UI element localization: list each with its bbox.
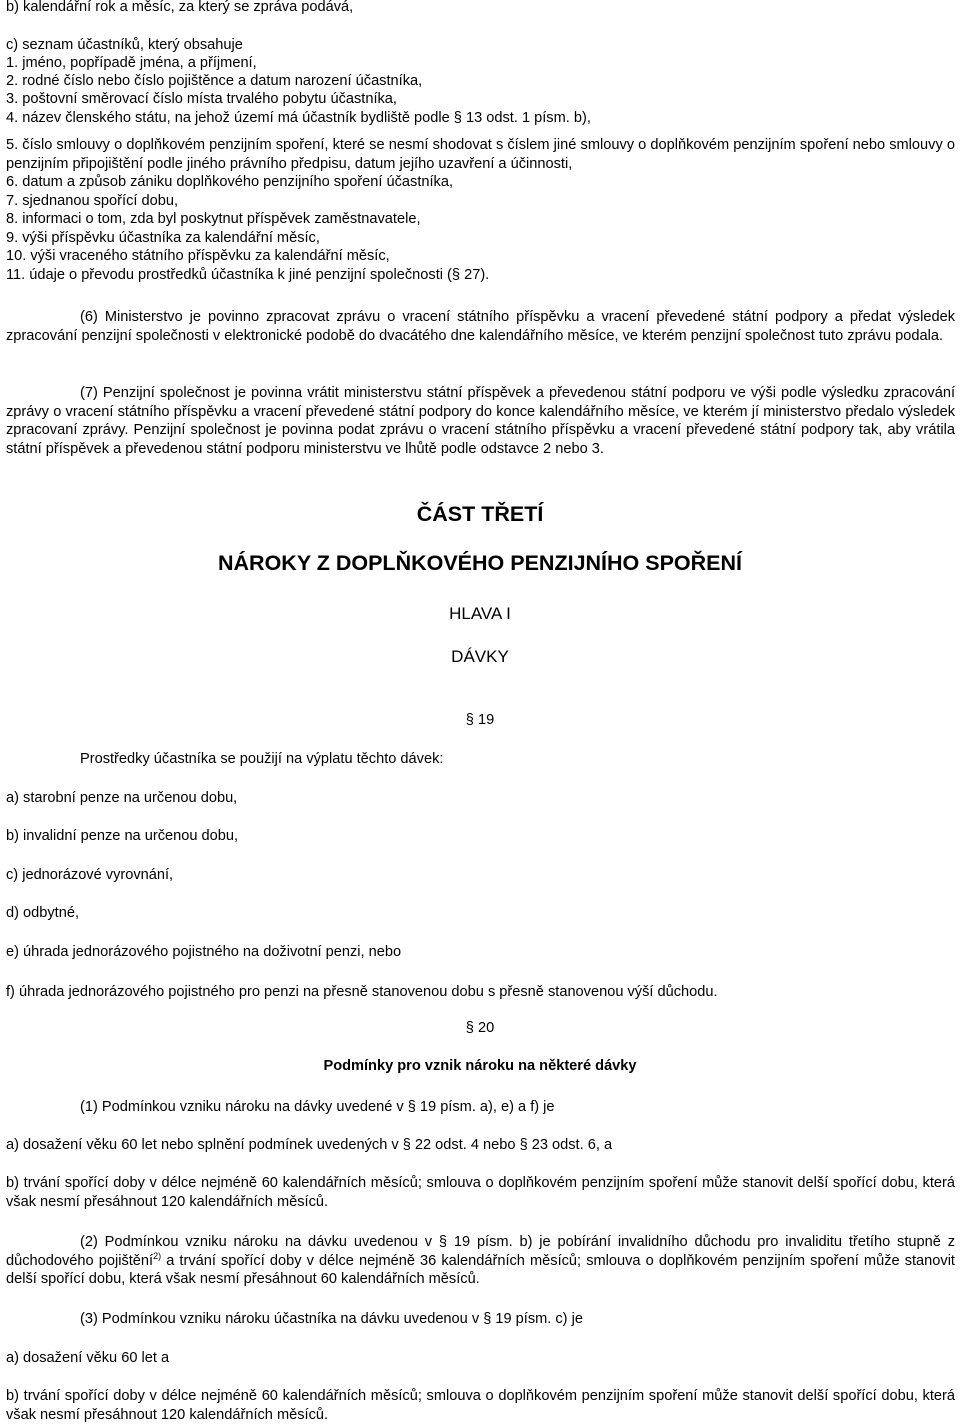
- section-20-paragraph-1: (1) Podmínkou vzniku nároku na dávky uvedené v § 19 písm. a), e) a f) je: [80, 1099, 555, 1115]
- sub-item-8: 8. informaci o tom, zda byl poskytnut příspěvek zaměstnavatele,: [6, 211, 421, 227]
- part-title: NÁROKY Z DOPLŇKOVÉHO PENZIJNÍHO SPOŘENÍ: [217, 551, 743, 575]
- sub-item-10: 10. výši vraceného státního příspěvku za kalendářní měsíc,: [6, 248, 390, 264]
- footnote-ref-2: 2): [153, 1250, 162, 1261]
- paragraph-6: (6) Ministerstvo je povinno zpracovat zprávu o vracení státního příspěvku a vracení převedené státní podpory a předat výsledek zpracování penzijní společnosti v elektronické podobě do dvacátého dne kalendářního měsíce, ve kterém penzijní společnost tuto zprávu podala.: [6, 309, 955, 344]
- chapter-heading: HLAVA I: [449, 604, 511, 623]
- sub-item-11: 11. údaje o převodu prostředků účastníka k jiné penzijní společnosti (§ 27).: [6, 267, 490, 283]
- sub-item-9: 9. výši příspěvku účastníka za kalendářní měsíc,: [6, 230, 320, 246]
- paragraph-3-item-a: a) dosažení věku 60 let a: [6, 1350, 170, 1366]
- part-heading: ČÁST TŘETÍ: [416, 502, 544, 526]
- benefit-item-e: e) úhrada jednorázového pojistného na doživotní penzi, nebo: [6, 944, 402, 960]
- sub-item-5: 5. číslo smlouvy o doplňkovém penzijním spoření, které se nesmí shodovat s číslem jiné smlouvy o doplňkovém penzijním spoření nebo smlouvy o penzijním připojištění podle jiného právního předpisu, datum jejího uzavření a účinnosti,: [6, 137, 955, 172]
- paragraph-1-item-b: b) trvání spořící doby v délce nejméně 60 kalendářních měsíců; smlouva o doplňkovém penzijním spoření může stanovit delší spořící dobu, která však nesmí přesáhnout 120 kalendářních měsíců.: [6, 1175, 955, 1210]
- sub-item-7: 7. sjednanou spořící dobu,: [6, 193, 179, 209]
- paragraph-7: (7) Penzijní společnost je povinna vrátit ministerstvu státní příspěvek a převedenou státní podporu ve výši podle výsledku zpracování zprávy o vracení státního příspěvku a vracení převedené státní podpory do konce kalendářního měsíce, ve kterém jí ministerstvo předalo výsledek zpracovaní zprávy. Penzijní společnost je povinna podat zprávu o vracení státního příspěvku a vracení převedené státní podpory tak, aby vrátila státní příspěvek a převedenou státní podporu ministerstvu ve lhůtě podle odstavce 2 nebo 3.: [6, 385, 955, 457]
- section-20-title: Podmínky pro vznik nároku na některé dávky: [323, 1058, 637, 1074]
- paragraph-2-text-start: (2) Podmínkou vzniku nároku na dávku uvedenou v § 19 písm. b) je pobírání invalidního důchodu pro invaliditu třetího stupně z důchodového pojištění: [6, 1234, 955, 1269]
- sub-item-4: 4. název členského státu, na jehož území má účastník bydliště podle § 13 odst. 1 písm. b),: [6, 110, 591, 126]
- benefit-item-f: f) úhrada jednorázového pojistného pro penzi na přesně stanovenou dobu s přesně stanovenou výší důchodu.: [6, 984, 718, 1000]
- benefit-item-b: b) invalidní penze na určenou dobu,: [6, 828, 239, 844]
- sub-item-2: 2. rodné číslo nebo číslo pojištěnce a datum narození účastníka,: [6, 73, 423, 89]
- sub-item-3: 3. poštovní směrovací číslo místa trvalého pobytu účastníka,: [6, 91, 397, 107]
- benefit-item-d: d) odbytné,: [6, 905, 80, 921]
- section-19-intro: Prostředky účastníka se použijí na výplatu těchto dávek:: [80, 751, 444, 767]
- chapter-title: DÁVKY: [451, 647, 509, 666]
- paragraph-2-text-end: a trvání spořící doby v délce nejméně 36 kalendářních měsíců; smlouva o doplňkovém penzijním spoření může stanovit delší spořící dobu, která však nesmí přesáhnout 60 kalendářních měsíců.: [6, 1252, 955, 1288]
- sub-item-6: 6. datum a způsob zániku doplňkového penzijního spoření účastníka,: [6, 174, 454, 190]
- section-20-paragraph-2: [6, 1233, 955, 1289]
- benefit-item-c: c) jednorázové vyrovnání,: [6, 867, 174, 883]
- paragraph-3-item-b: b) trvání spořící doby v délce nejméně 60 kalendářních měsíců; smlouva o doplňkovém penzijním spoření může stanovit delší spořící dobu, která však nesmí přesáhnout 120 kalendářních měsíců.: [6, 1388, 955, 1423]
- paragraph-1-item-a: a) dosažení věku 60 let nebo splnění podmínek uvedených v § 22 odst. 4 nebo § 23 odst. 6, a: [6, 1137, 613, 1153]
- list-item-b: b) kalendářní rok a měsíc, za který se zpráva podává,: [6, 0, 354, 15]
- list-item-c: c) seznam účastníků, který obsahuje: [6, 37, 243, 53]
- benefit-item-a: a) starobní penze na určenou dobu,: [6, 790, 238, 806]
- section-20-paragraph-3: (3) Podmínkou vzniku nároku účastníka na dávku uvedenou v § 19 písm. c) je: [80, 1311, 583, 1327]
- sub-item-1: 1. jméno, popřípadě jména, a příjmení,: [6, 55, 257, 71]
- section-20-number: § 20: [465, 1020, 495, 1036]
- section-19-number: § 19: [465, 712, 495, 728]
